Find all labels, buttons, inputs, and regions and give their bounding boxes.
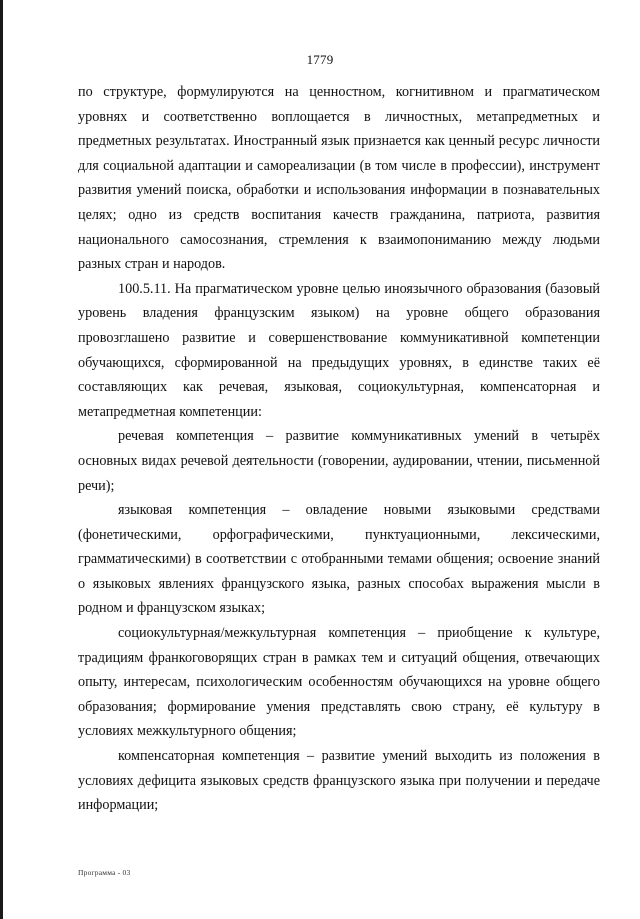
scan-edge	[0, 0, 3, 919]
paragraph-100-5-11: 100.5.11. На прагматическом уровне целью иноязычного образования (базовый уровень владения французским языком) на уровне общего образования провозглашено развитие и совершенствование коммуникативной компетенции обучающихся, сформированной на предыдущих уровнях, в единстве таких её составляющих как речевая, языковая, социокультурная, компенсаторная и метапредметная компетенции:	[78, 280, 600, 420]
footer-stamp: Программа - 03	[78, 868, 131, 877]
paragraph-continuation: по структуре, формулируются на ценностном, когнитивном и прагматическом уровнях и соответственно воплощается в личностных, метапредметных и предметных результатах. Иностранный язык признается как ценный ресурс личности для социальной адаптации и самореализации (в том числе в профессии), инструмент развития умений поиска, обработки и использования информации в познавательных целях; одно из средств воспитания качеств гражданина, патриота, развития национального самосознания, стремления к взаимопониманию между людьми разных стран и народов.	[78, 84, 600, 273]
paragraph-compensatory-competence: компенсаторная компетенция – развитие умений выходить из положения в условиях дефицита языковых средств французского языка при получении и передаче информации;	[78, 748, 600, 814]
paragraph-sociocultural-competence: социокультурная/межкультурная компетенция – приобщение к культуре, традициям франкоговорящих стран в рамках тем и ситуаций общения, отвечающих опыту, интересам, психологическим особенностям обучающихся на уровне общего образования; формирование умения представлять свою страну, её культуру в условиях межкультурного общения;	[78, 625, 600, 740]
document-body	[78, 80, 600, 818]
paragraph-language-competence: языковая компетенция – овладение новыми языковыми средствами (фонетическими, орфографическими, пунктуационными, лексическими, грамматическими) в соответствии с отобранными темами общения; освоение знаний о языковых явлениях французского языка, разных способах выражения мысли в родном и французском языках;	[78, 502, 600, 617]
paragraph-speech-competence: речевая компетенция – развитие коммуникативных умений в четырёх основных видах речевой деятельности (говорении, аудировании, чтении, письменной речи);	[78, 428, 600, 494]
page-number: 1779	[306, 52, 334, 67]
